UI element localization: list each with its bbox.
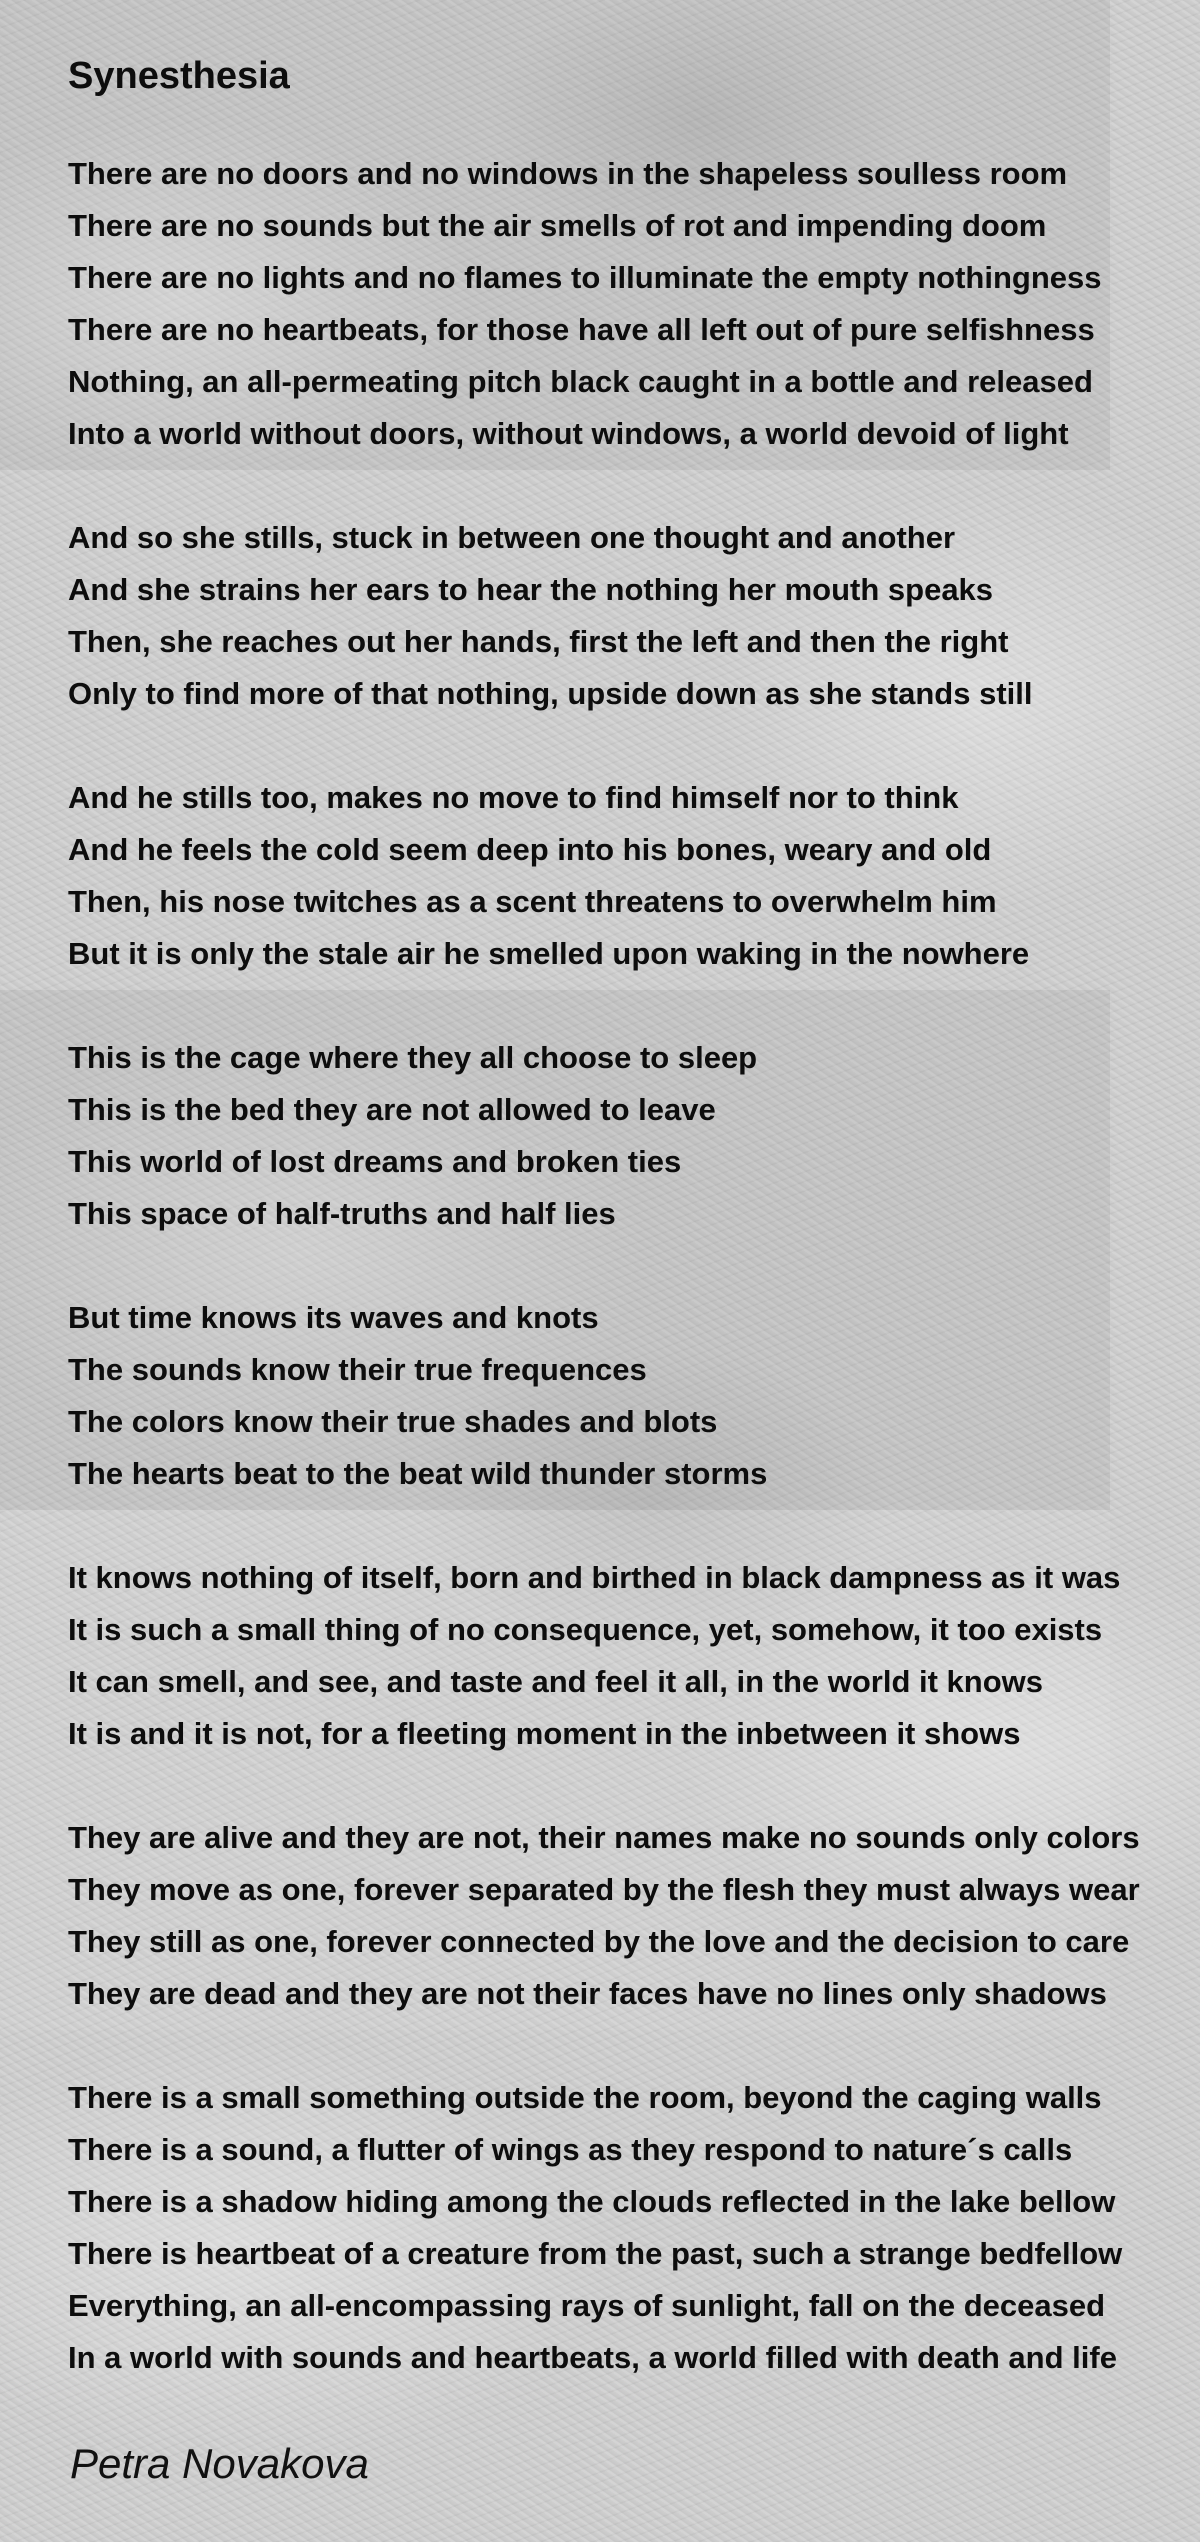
poem-line: But it is only the stale air he smelled upon waking in the nowhere — [68, 936, 1030, 971]
poem-line: This is the bed they are not allowed to leave — [68, 1092, 716, 1127]
poem-line: Into a world without doors, without windows, a world devoid of light — [68, 416, 1069, 451]
poem-line: There are no heartbeats, for those have all left out of pure selfishness — [68, 312, 1095, 347]
poem-line: And she strains her ears to hear the nothing her mouth speaks — [68, 572, 994, 607]
poem-line: It is such a small thing of no consequence, yet, somehow, it too exists — [68, 1612, 1103, 1647]
poem-stanza — [68, 2072, 1188, 2384]
poem-stanza — [68, 1032, 1188, 1240]
poem-line: Then, his nose twitches as a scent threatens to overwhelm him — [68, 884, 997, 919]
poem-line: Everything, an all-encompassing rays of sunlight, fall on the deceased — [68, 2288, 1106, 2323]
poem-stanza — [68, 1292, 1188, 1500]
poem-line: Then, she reaches out her hands, first the left and then the right — [68, 624, 1009, 659]
poem-line: They are dead and they are not their faces have no lines only shadows — [68, 1976, 1107, 2011]
poem-line: There is heartbeat of a creature from the past, such a strange bedfellow — [68, 2236, 1123, 2271]
poem-line: The sounds know their true frequences — [68, 1352, 647, 1387]
poem-line: Only to find more of that nothing, upside down as she stands still — [68, 676, 1033, 711]
poem-line: Nothing, an all-permeating pitch black caught in a bottle and released — [68, 364, 1093, 399]
poem-container — [68, 48, 1188, 2436]
poem-line: They still as one, forever connected by the love and the decision to care — [68, 1924, 1130, 1959]
poem-stanza — [68, 772, 1188, 980]
poem-line: This space of half-truths and half lies — [68, 1196, 616, 1231]
poem-author: Petra Novakova — [70, 2440, 369, 2487]
poem-line: There are no lights and no flames to illuminate the empty nothingness — [68, 260, 1102, 295]
poem-line: There is a shadow hiding among the clouds reflected in the lake bellow — [68, 2184, 1116, 2219]
poem-line: And he stills too, makes no move to find himself nor to think — [68, 780, 959, 815]
poem-line: And he feels the cold seem deep into his bones, weary and old — [68, 832, 992, 867]
poem-line: There are no sounds but the air smells of rot and impending doom — [68, 208, 1047, 243]
poem-line: There is a small something outside the room, beyond the caging walls — [68, 2080, 1102, 2115]
poem-title: Synesthesia — [68, 55, 290, 97]
poem-line: And so she stills, stuck in between one thought and another — [68, 520, 956, 555]
poem-stanza — [68, 1552, 1188, 1760]
poem-line: But time knows its waves and knots — [68, 1300, 599, 1335]
poem-stanza — [68, 148, 1188, 460]
poem-line: There is a sound, a flutter of wings as they respond to nature´s calls — [68, 2132, 1073, 2167]
poem-stanza — [68, 512, 1188, 720]
poem-line: In a world with sounds and heartbeats, a world filled with death and life — [68, 2340, 1117, 2375]
poem-line: It is and it is not, for a fleeting moment in the inbetween it shows — [68, 1716, 1021, 1751]
poem-line: The colors know their true shades and blots — [68, 1404, 718, 1439]
poem-line: They are alive and they are not, their names make no sounds only colors — [68, 1820, 1140, 1855]
poem-line: This is the cage where they all choose to sleep — [68, 1040, 758, 1075]
poem-line: It can smell, and see, and taste and feel it all, in the world it knows — [68, 1664, 1044, 1699]
poem-stanza — [68, 1812, 1188, 2020]
poem-line: It knows nothing of itself, born and birthed in black dampness as it was — [68, 1560, 1121, 1595]
poem-line: The hearts beat to the beat wild thunder storms — [68, 1456, 768, 1491]
poem-line: They move as one, forever separated by the flesh they must always wear — [68, 1872, 1140, 1907]
poem-line: There are no doors and no windows in the shapeless soulless room — [68, 156, 1068, 191]
poem-body — [68, 148, 1188, 2384]
poem-line: This world of lost dreams and broken ties — [68, 1144, 682, 1179]
